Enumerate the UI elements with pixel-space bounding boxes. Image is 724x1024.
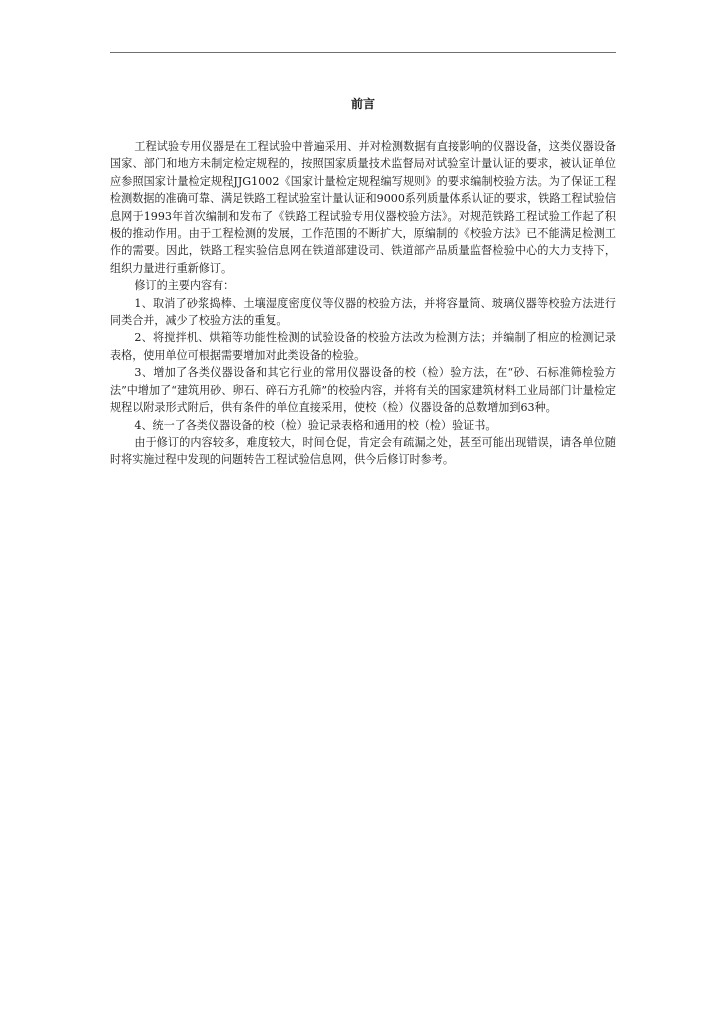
header-rule [110, 52, 616, 53]
paragraph-intro: 工程试验专用仪器是在工程试验中普遍采用、并对检测数据有直接影响的仪器设备，这类仪器设备国家、部门和地方未制定检定规程的，按照国家质量技术监督局对试验室计量认证的要求，被认证单位应参照国家计量检定规程JJG1002《国家计量检定规程编写规则》的要求编制校验方法。为了保证工程检测数据的准确可靠、满足铁路工程试验室计量认证和9000系列质量体系认证的要求，铁路工程试验信息网于1993年首次编制和发布了《铁路工程试验专用仪器校验方法》。对规范铁路工程试验工作起了积极的推动作用。由于工程检测的发展，工作范围的不断扩大，原编制的《校验方法》已不能满足检测工作的需要。因此，铁路工程实验信息网在铁道部建设司、铁道部产品质量监督检验中心的大力支持下，组织力量进行重新修订。 [110, 140, 616, 275]
paragraph-item-3: 3、增加了各类仪器设备和其它行业的常用仪器设备的校（检）验方法，在“砂、石标准筛检验方法”中增加了“建筑用砂、卵石、碎石方孔筛”的校验内容，并将有关的国家建筑材料工业局部门计量检定规程以附录形式附后，供有条件的单位直接采用，使校（检）仪器设备的总数增加到63种。 [110, 366, 616, 415]
paragraph-closing: 由于修订的内容较多，难度较大，时间仓促，肯定会有疏漏之处，甚至可能出现错误，请各单位随时将实施过程中发现的问题转告工程试验信息网，供今后修订时参考。 [110, 435, 616, 467]
paragraph-item-4: 4、统一了各类仪器设备的校（检）验记录表格和通用的校（检）验证书。 [134, 418, 497, 432]
document-body [110, 138, 616, 469]
paragraph-item-1: 1、取消了砂浆捣棒、土壤湿度密度仪等仪器的校验方法，并将容量筒、玻璃仪器等校验方法进行同类合并，减少了校验方法的重复。 [110, 296, 616, 328]
paragraph-revision-heading: 修订的主要内容有： [134, 279, 235, 293]
page-title: 前言 [350, 97, 375, 111]
paragraph-item-2: 2、将搅拌机、烘箱等功能性检测的试验设备的校验方法改为检测方法；并编制了相应的检测记录表格，使用单位可根据需要增加对此类设备的检验。 [110, 331, 616, 362]
